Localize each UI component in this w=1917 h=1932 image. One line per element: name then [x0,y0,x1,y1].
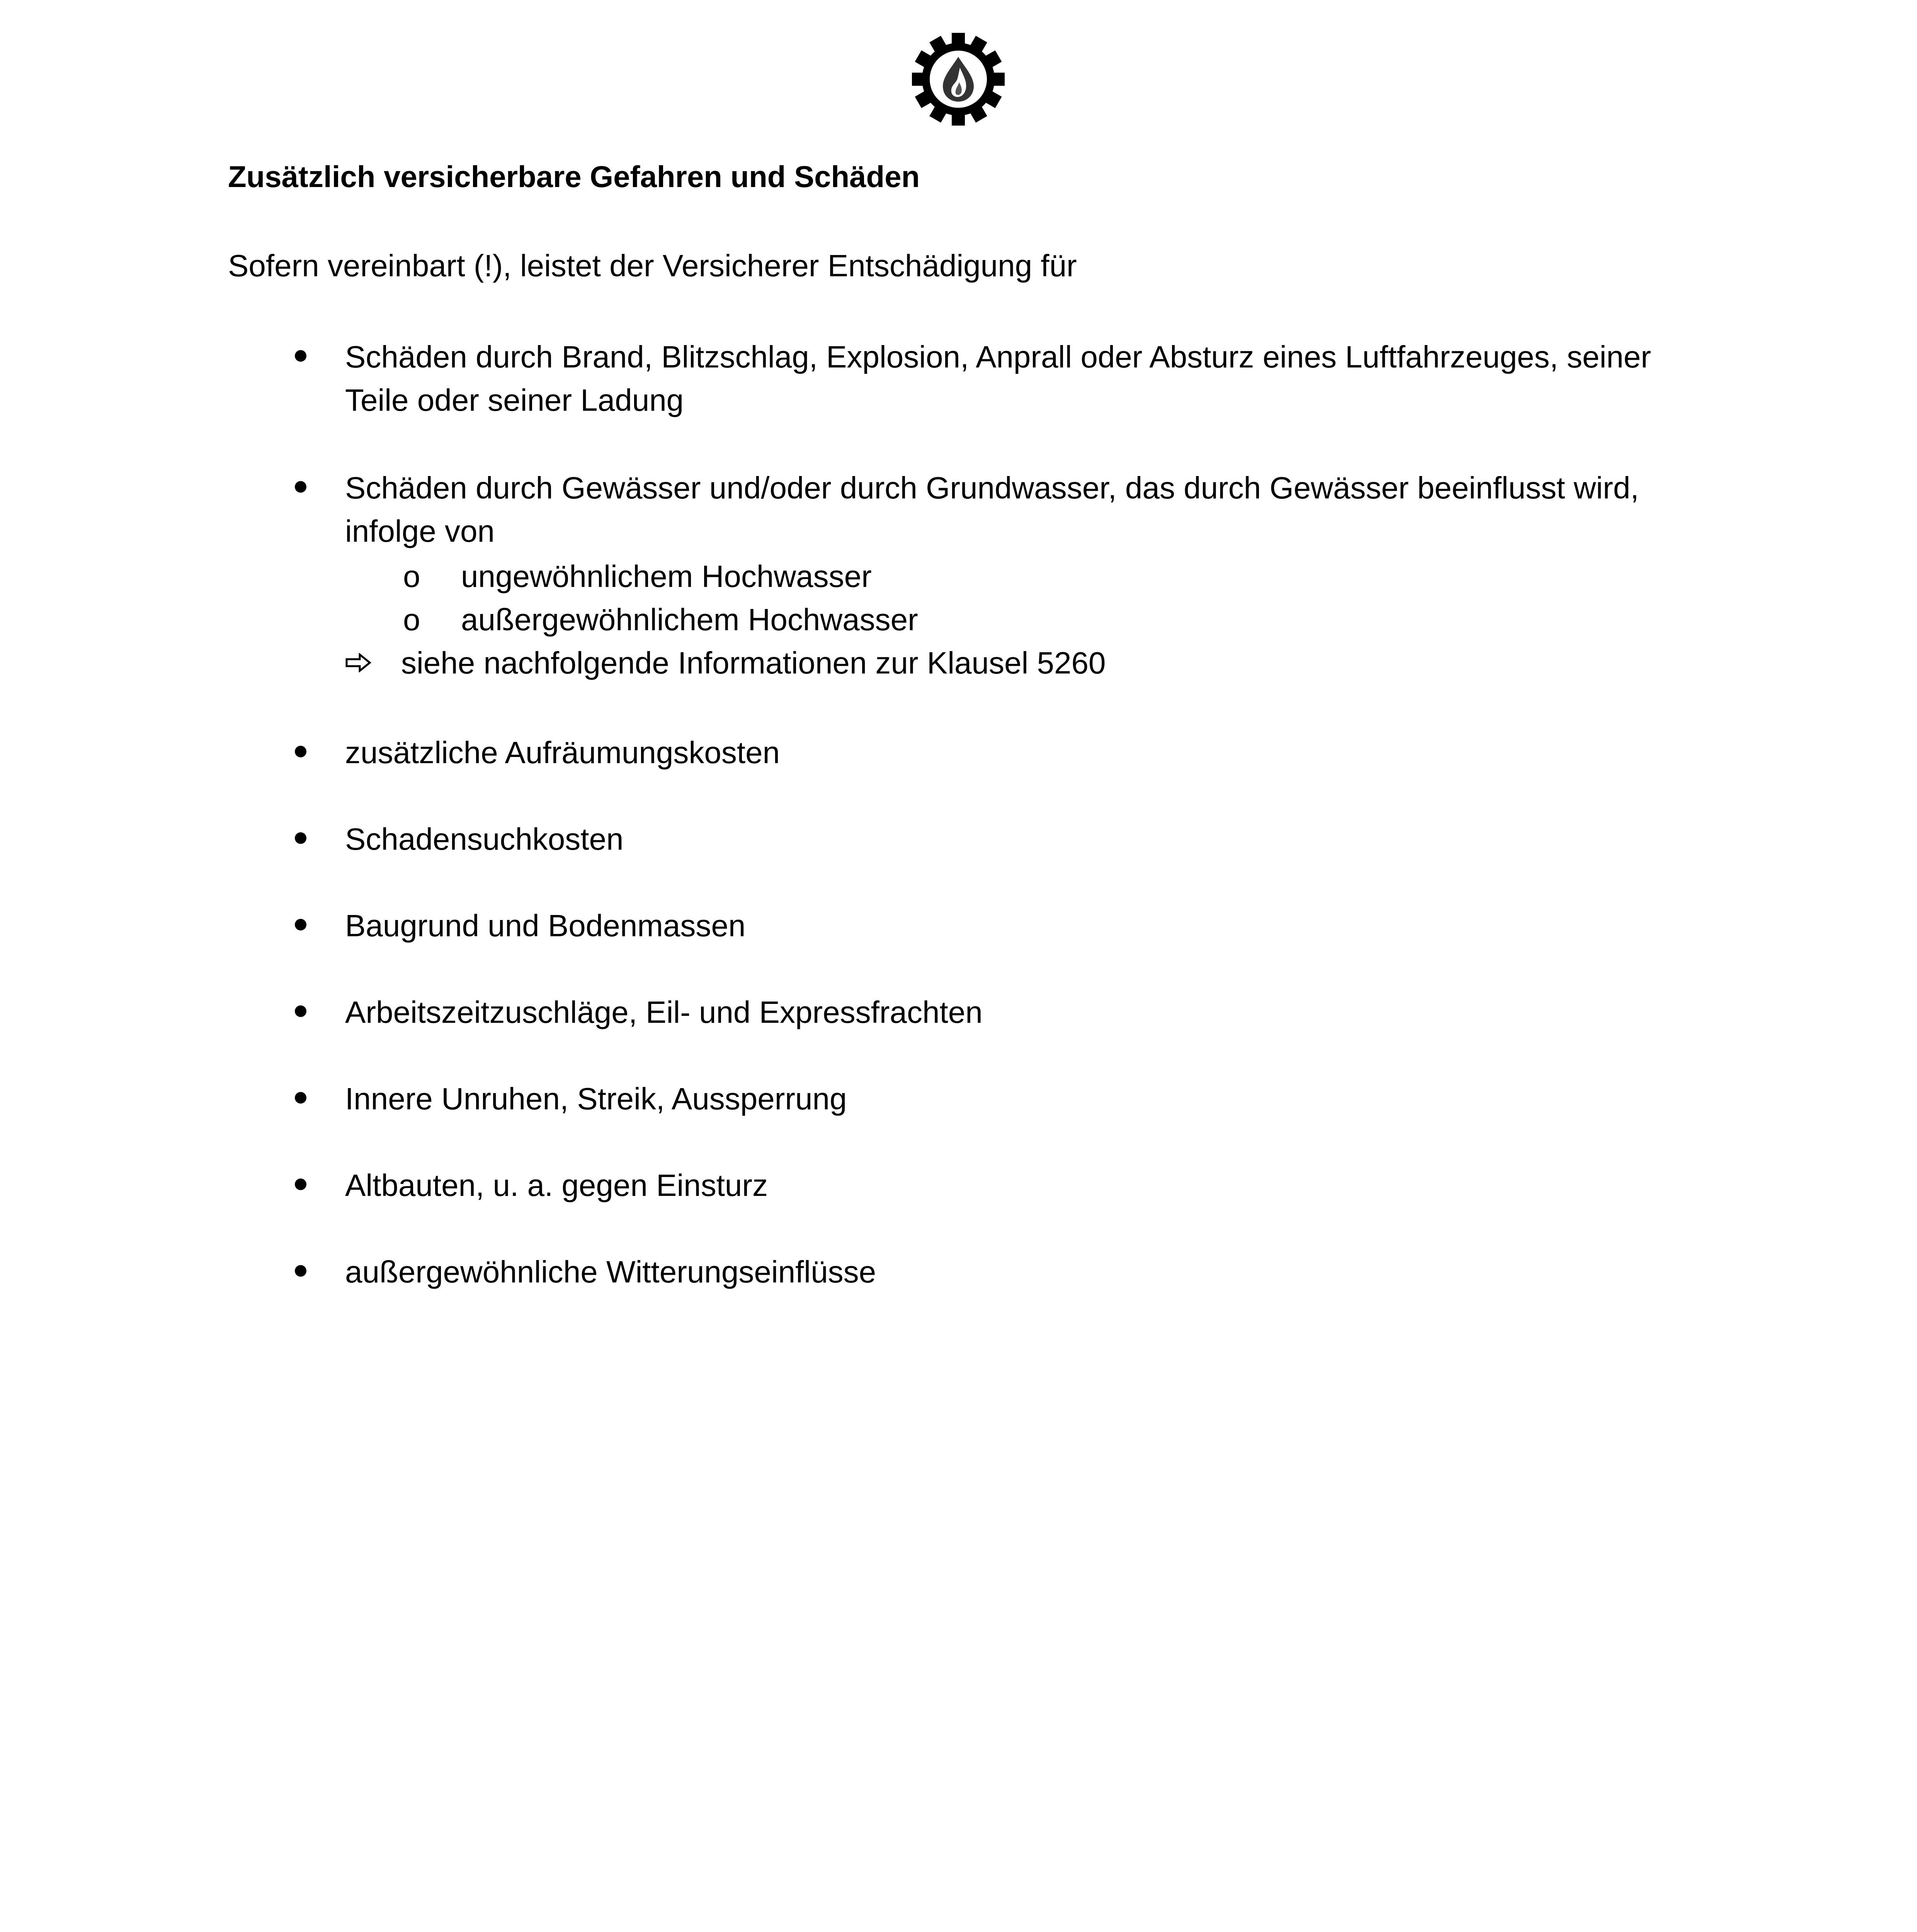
bullet-icon [295,1005,306,1017]
bullet-icon [295,746,306,757]
list-item-line: Arbeitszeitzuschläge, Eil- und Expressfrachten [345,995,983,1029]
list-item-line: Teile oder seiner Ladung [345,383,684,417]
intro-text: Sofern vereinbart (!), leistet der Versicherer Entschädigung für [228,248,1077,283]
subitem-marker: o [403,559,420,594]
bullet-icon [295,1092,306,1104]
subitem-marker: o [403,602,420,637]
bullet-icon [295,350,306,362]
bullet-icon [295,832,306,844]
bullet-icon [295,481,306,493]
section-heading: Zusätzlich versicherbare Gefahren und Schäden [228,160,920,194]
list-item-line: Innere Unruhen, Streik, Aussperrung [345,1082,847,1116]
list-item-line: zusätzliche Aufräumungskosten [345,735,780,770]
list-item-line: Schäden durch Gewässer und/oder durch Grundwasser, das durch Gewässer beeinflusst wird, [345,471,1639,505]
subitem-text: außergewöhnlichem Hochwasser [461,602,918,637]
list-item-line: außergewöhnliche Witterungseinflüsse [345,1255,876,1289]
bullet-icon [295,919,306,930]
gear-flame-logo-icon [912,33,1005,126]
bullet-icon [295,1265,306,1277]
subitem-text: ungewöhnlichem Hochwasser [461,559,872,594]
list-item-line: Schäden durch Brand, Blitzschlag, Explosion, Anprall oder Absturz eines Luftfahrzeuges, seiner [345,340,1651,374]
outline-arrow-right-icon [345,653,372,672]
bullet-icon [295,1179,306,1190]
list-item-line: Altbauten, u. a. gegen Einsturz [345,1168,768,1202]
list-item-line: infolge von [345,514,495,548]
list-item-line: Schadensuchkosten [345,822,624,856]
list-item-line: Baugrund und Bodenmassen [345,908,746,943]
note-text: siehe nachfolgende Informationen zur Klausel 5260 [401,646,1106,680]
